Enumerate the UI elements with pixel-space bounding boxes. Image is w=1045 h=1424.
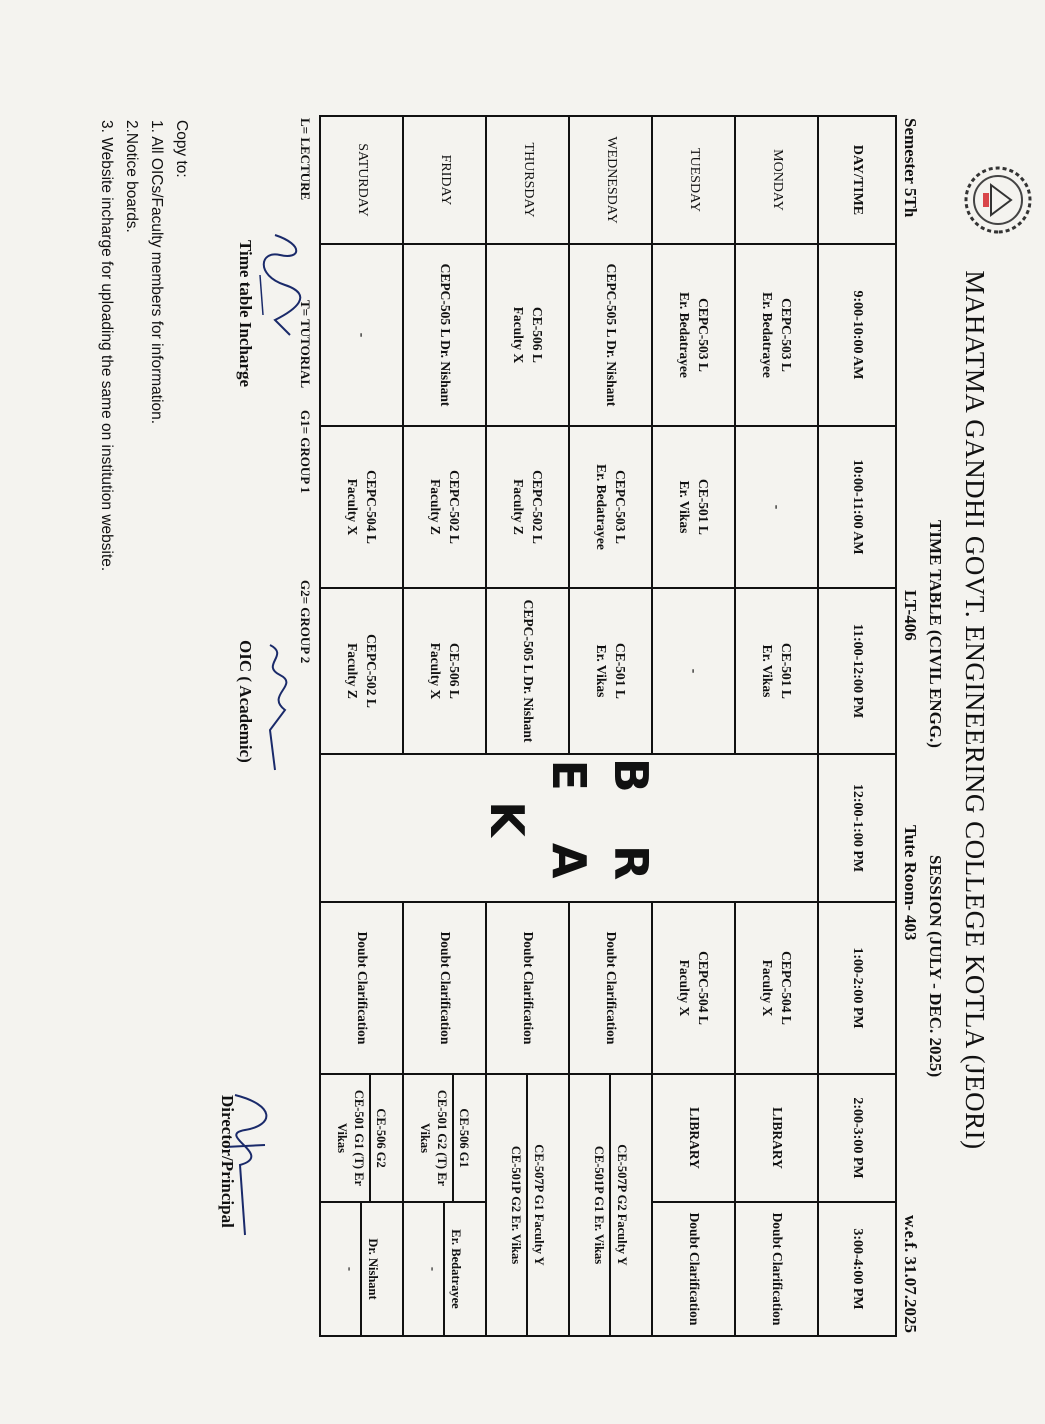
class-cell (320, 902, 403, 1074)
split-cell-part: CE-506 G1 (456, 1108, 471, 1168)
timetable-incharge-signature (245, 225, 315, 345)
split-cell (403, 1074, 486, 1202)
class-cell-line: Doubt Clarification (603, 931, 619, 1045)
class-cell-line: Doubt Clarification (769, 1212, 785, 1326)
split-cell (486, 1074, 569, 1336)
day-row (486, 116, 569, 1336)
wef-date: w.e.f. 31.07.2025 (901, 1215, 920, 1334)
class-cell-line: Er. Vikas (677, 480, 693, 534)
class-cell (652, 426, 735, 588)
split-cell (320, 1074, 403, 1202)
class-cell (403, 588, 486, 754)
class-cell-line: CEPC-503 L (695, 298, 711, 372)
copy-to-item: 2.Notice boards. (123, 120, 140, 233)
class-cell-line: CEPC-503 L (612, 470, 628, 544)
legend-tutorial: T= TUTORIAL (298, 300, 313, 389)
class-cell-line: Faculty X (511, 306, 527, 364)
day-row (403, 116, 486, 1336)
timetable-incharge-label: Time table Incharge (236, 240, 255, 388)
class-cell (652, 244, 735, 426)
time-header: 12:00-1:00 PM (818, 754, 896, 902)
time-header: 11:00-12:00 PM (818, 588, 896, 754)
room-label: LT-406 (901, 590, 920, 641)
day-label: SATURDAY (320, 116, 403, 244)
time-header: 3:00-4:00 PM (818, 1202, 896, 1336)
time-header: 9:00-10:00 AM (818, 244, 896, 426)
legend-lecture: L= LECTURE (298, 118, 313, 201)
class-cell (320, 588, 403, 754)
split-cell-part: CE-507P G2 Faculty Y (614, 1144, 629, 1266)
class-cell-line: Faculty X (677, 959, 693, 1017)
split-cell-part: CE-507P G1 Faculty Y (531, 1144, 546, 1266)
class-cell-line: Faculty Z (428, 479, 444, 535)
class-cell-line: Faculty X (345, 478, 361, 536)
class-cell-line: Doubt Clarification (437, 931, 453, 1045)
class-cell-line: CE-501 L (778, 643, 794, 699)
split-cell-part: - (423, 1203, 445, 1335)
college-name: MAHATMA GANDHI GOVT. ENGINEERING COLLEGE KOTLA (JEORI) (960, 270, 990, 1150)
day-row (320, 116, 403, 1336)
session-label: SESSION (JULY - DEC. 2025) (926, 855, 945, 1078)
class-cell (403, 244, 486, 426)
class-cell (735, 902, 818, 1074)
class-cell-line: LIBRARY (686, 1107, 702, 1169)
class-cell-line: - (354, 332, 370, 338)
class-cell-line: CEPC-502 L (529, 470, 545, 544)
split-cell (403, 1202, 486, 1336)
class-cell-line: CEPC-504 L (778, 951, 794, 1025)
class-cell-line: Er. Vikas (760, 644, 776, 698)
class-cell-line: - (686, 668, 702, 674)
class-cell-line: Faculty X (760, 959, 776, 1017)
class-cell-line: LIBRARY (769, 1107, 785, 1169)
class-cell-line: Faculty Z (511, 479, 527, 535)
split-cell-part: CE-501 G1 (T) Er Vikas (332, 1075, 371, 1201)
class-cell-line: Er. Bedatrayee (677, 292, 693, 378)
class-cell (403, 902, 486, 1074)
class-cell-line: Er. Bedatrayee (594, 464, 610, 550)
class-cell (486, 426, 569, 588)
class-cell (569, 902, 652, 1074)
day-label: WEDNESDAY (569, 116, 652, 244)
day-label: THURSDAY (486, 116, 569, 244)
class-cell (569, 588, 652, 754)
split-cell-part: - (340, 1203, 362, 1335)
class-cell-line: CEPC-502 L (446, 470, 462, 544)
legend-group2: G2= GROUP 2 (298, 580, 313, 664)
class-cell-line: Doubt Clarification (686, 1212, 702, 1326)
class-cell (486, 244, 569, 426)
split-cell-part: Dr. Nishant (365, 1238, 380, 1300)
day-row (569, 116, 652, 1336)
class-cell-line: CE-501 L (695, 479, 711, 535)
class-cell (652, 1074, 735, 1202)
class-cell (403, 426, 486, 588)
oic-label: OIC ( Academic) (236, 640, 255, 763)
class-cell-line: CEPC-502 L (363, 634, 379, 708)
split-cell-part: CE-501P G2 Er. Vikas (506, 1075, 528, 1335)
class-cell (486, 902, 569, 1074)
split-cell-part: CE-501 G2 (T) Er Vikas (415, 1075, 454, 1201)
class-cell (320, 244, 403, 426)
class-cell (320, 426, 403, 588)
split-cell-part: Er. Bedatrayee (448, 1229, 463, 1309)
class-cell-line: Er. Vikas (594, 644, 610, 698)
class-cell-line: CEPC-505 L Dr. Nishant (437, 263, 453, 407)
copy-to-item: 3. Website incharge for uploading the same on institution website. (98, 120, 115, 572)
day-row (652, 116, 735, 1336)
class-cell (569, 426, 652, 588)
class-cell-line: - (769, 504, 785, 510)
class-cell-line: CE-506 L (446, 643, 462, 699)
day-label: FRIDAY (403, 116, 486, 244)
class-cell-line: CEPC-504 L (363, 470, 379, 544)
time-header: 2:00-3:00 PM (818, 1074, 896, 1202)
tute-room-label: Tute Room- 403 (901, 825, 920, 941)
oic-signature (250, 640, 300, 790)
class-cell (652, 902, 735, 1074)
corner-cell: DAY/TIME (818, 116, 896, 244)
class-cell-line: CE-501 L (612, 643, 628, 699)
class-cell (652, 588, 735, 754)
class-cell-line: CEPC-504 L (695, 951, 711, 1025)
split-cell (569, 1074, 652, 1336)
day-row (735, 116, 818, 1336)
timetable-title: TIME TABLE (CIVIL ENGG.) (926, 520, 945, 748)
time-header: 10:00-11:00 AM (818, 426, 896, 588)
college-logo-icon (963, 165, 1033, 235)
class-cell-line: Er. Bedatrayee (760, 292, 776, 378)
copy-to-heading: Copy to: (173, 120, 190, 178)
day-label: TUESDAY (652, 116, 735, 244)
class-cell (486, 588, 569, 754)
class-cell (735, 244, 818, 426)
header-row (818, 116, 896, 1336)
legend-group1: G1= GROUP 1 (298, 410, 313, 494)
class-cell (735, 426, 818, 588)
class-cell-line: Faculty Z (345, 643, 361, 699)
class-cell-line: CE-506 L (529, 307, 545, 363)
class-cell-line: Doubt Clarification (354, 931, 370, 1045)
timetable (319, 115, 897, 1337)
class-cell (569, 244, 652, 426)
semester-label: Semester 5Th (901, 118, 920, 218)
class-cell (735, 1202, 818, 1336)
director-label: Director/Principal (218, 1095, 237, 1228)
split-cell (320, 1202, 403, 1336)
class-cell (735, 1074, 818, 1202)
split-cell-part: CE-501P G1 Er. Vikas (589, 1075, 611, 1335)
class-cell-line: CEPC-505 L Dr. Nishant (520, 599, 536, 743)
class-cell (652, 1202, 735, 1336)
class-cell-line: Faculty X (428, 642, 444, 700)
class-cell (735, 588, 818, 754)
time-header: 1:00-2:00 PM (818, 902, 896, 1074)
day-label: MONDAY (735, 116, 818, 244)
break-cell: B R E A K (320, 754, 818, 902)
split-cell-part: CE-506 G2 (373, 1108, 388, 1168)
class-cell-line: Doubt Clarification (520, 931, 536, 1045)
copy-to-item: 1. All OICs/Faculty members for information. (148, 120, 165, 425)
class-cell-line: CEPC-505 L Dr. Nishant (603, 263, 619, 407)
class-cell-line: CEPC-503 L (778, 298, 794, 372)
